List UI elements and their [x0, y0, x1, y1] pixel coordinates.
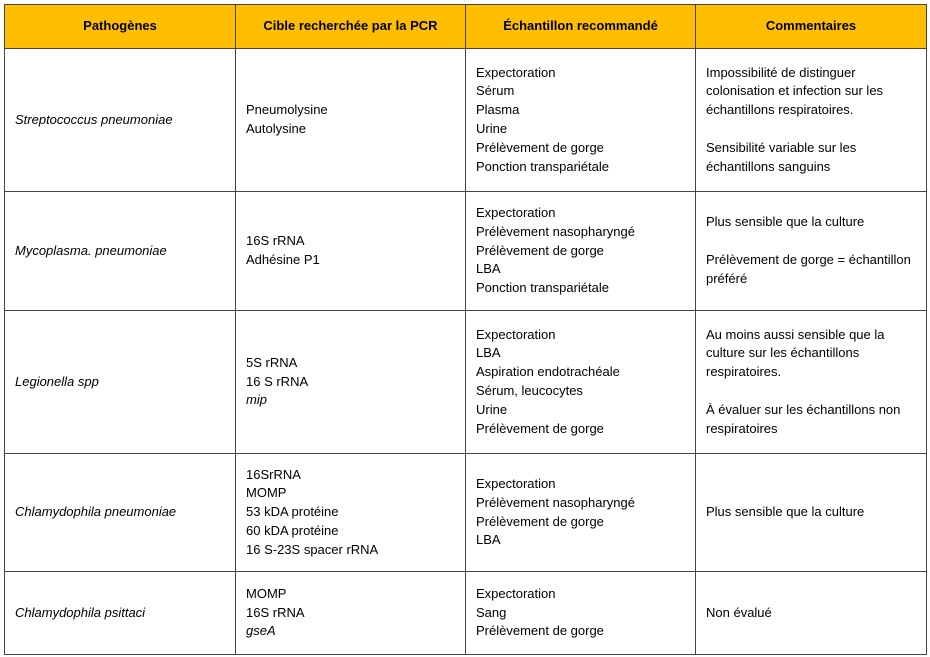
- comment-cell: [696, 311, 927, 454]
- target-item: 16 S-23S spacer rRNA: [246, 541, 379, 557]
- table-row: [5, 311, 927, 454]
- sample-item: LBA: [476, 261, 501, 277]
- comment-text: Plus sensible que la culture: [706, 504, 865, 520]
- comment-text: Au moins aussi sensible que la culture sur les échantillons respiratoires.: [706, 326, 885, 380]
- sample-item: Sérum: [476, 83, 515, 99]
- target-cell: [236, 311, 466, 454]
- sample-cell: [466, 311, 696, 454]
- target-item: 5S rRNA: [246, 354, 298, 370]
- table-row: [5, 572, 927, 655]
- pathogen-cell: Legionella spp: [5, 311, 236, 454]
- pathogen-cell: Mycoplasma. pneumoniae: [5, 192, 236, 311]
- sample-item: Prélèvement de gorge: [476, 513, 604, 529]
- target-item: 16 S rRNA: [246, 373, 309, 389]
- comment-text: Impossibilité de distinguer colonisation et infection sur les échantillons respiratoires.: [706, 64, 884, 118]
- target-item: 60 kDA protéine: [246, 522, 339, 538]
- target-cell: [236, 49, 466, 192]
- table-row: [5, 49, 927, 192]
- sample-item: Plasma: [476, 102, 520, 118]
- target-item: gseA: [246, 623, 276, 639]
- sample-item: LBA: [476, 345, 501, 361]
- sample-item: Urine: [476, 401, 508, 417]
- target-item: 53 kDA protéine: [246, 504, 339, 520]
- target-item: 16S rRNA: [246, 233, 305, 249]
- target-item: Adhésine P1: [246, 252, 320, 267]
- target-item: Autolysine: [246, 121, 306, 136]
- sample-cell: [466, 49, 696, 192]
- header-pathogenes: Pathogènes: [5, 5, 236, 49]
- sample-item: Prélèvement de gorge: [476, 139, 604, 155]
- sample-item: Expectoration: [476, 64, 556, 80]
- table-row: [5, 192, 927, 311]
- table-row: [5, 454, 927, 572]
- target-cell: [236, 572, 466, 655]
- sample-item: Ponction transpariétale: [476, 280, 609, 296]
- sample-cell: [466, 192, 696, 311]
- comment-text: Sensibilité variable sur les échantillons sanguins: [706, 139, 857, 174]
- target-item: mip: [246, 392, 267, 408]
- sample-item: Ponction transpariétale: [476, 158, 609, 174]
- pathogen-cell: Chlamydophila psittaci: [5, 572, 236, 655]
- target-item: MOMP: [246, 485, 287, 501]
- target-item: MOMP: [246, 585, 287, 601]
- header-commentaires: Commentaires: [696, 5, 927, 49]
- comment-text: Non évalué: [706, 604, 772, 620]
- target-item: 16S rRNA: [246, 604, 305, 620]
- sample-item: Sérum, leucocytes: [476, 383, 583, 398]
- target-item: 16SrRNA: [246, 466, 301, 482]
- comment-text: Plus sensible que la culture: [706, 214, 865, 230]
- header-cible: Cible recherchée par la PCR: [236, 5, 466, 49]
- sample-item: Expectoration: [476, 475, 556, 491]
- header-echantillon: Échantillon recommandé: [466, 5, 696, 49]
- table-body: [5, 49, 927, 655]
- sample-item: Prélèvement de gorge: [476, 242, 604, 258]
- sample-item: LBA: [476, 532, 501, 548]
- sample-item: Prélèvement de gorge: [476, 623, 604, 639]
- comment-text: À évaluer sur les échantillons non respiratoires: [706, 401, 901, 436]
- sample-item: Expectoration: [476, 326, 556, 342]
- target-cell: [236, 454, 466, 572]
- sample-cell: [466, 454, 696, 572]
- sample-item: Sang: [476, 604, 507, 620]
- comment-cell: [696, 192, 927, 311]
- sample-item: Aspiration endotrachéale: [476, 364, 620, 380]
- comment-cell: [696, 454, 927, 572]
- target-item: Pneumolysine: [246, 102, 328, 118]
- sample-item: Expectoration: [476, 585, 556, 601]
- sample-cell: [466, 572, 696, 655]
- comment-text: Prélèvement de gorge = échantillon préféré: [706, 252, 911, 286]
- sample-item: Prélèvement nasopharyngé: [476, 223, 635, 239]
- comment-cell: [696, 572, 927, 655]
- sample-item: Prélèvement nasopharyngé: [476, 494, 635, 510]
- pcr-table: [4, 4, 927, 655]
- sample-item: Prélèvement de gorge: [476, 420, 604, 436]
- header-row: [5, 5, 927, 49]
- comment-cell: [696, 49, 927, 192]
- sample-item: Urine: [476, 121, 508, 136]
- pathogen-cell: Streptococcus pneumoniae: [5, 49, 236, 192]
- sample-item: Expectoration: [476, 205, 556, 220]
- pathogen-cell: Chlamydophila pneumoniae: [5, 454, 236, 572]
- target-cell: [236, 192, 466, 311]
